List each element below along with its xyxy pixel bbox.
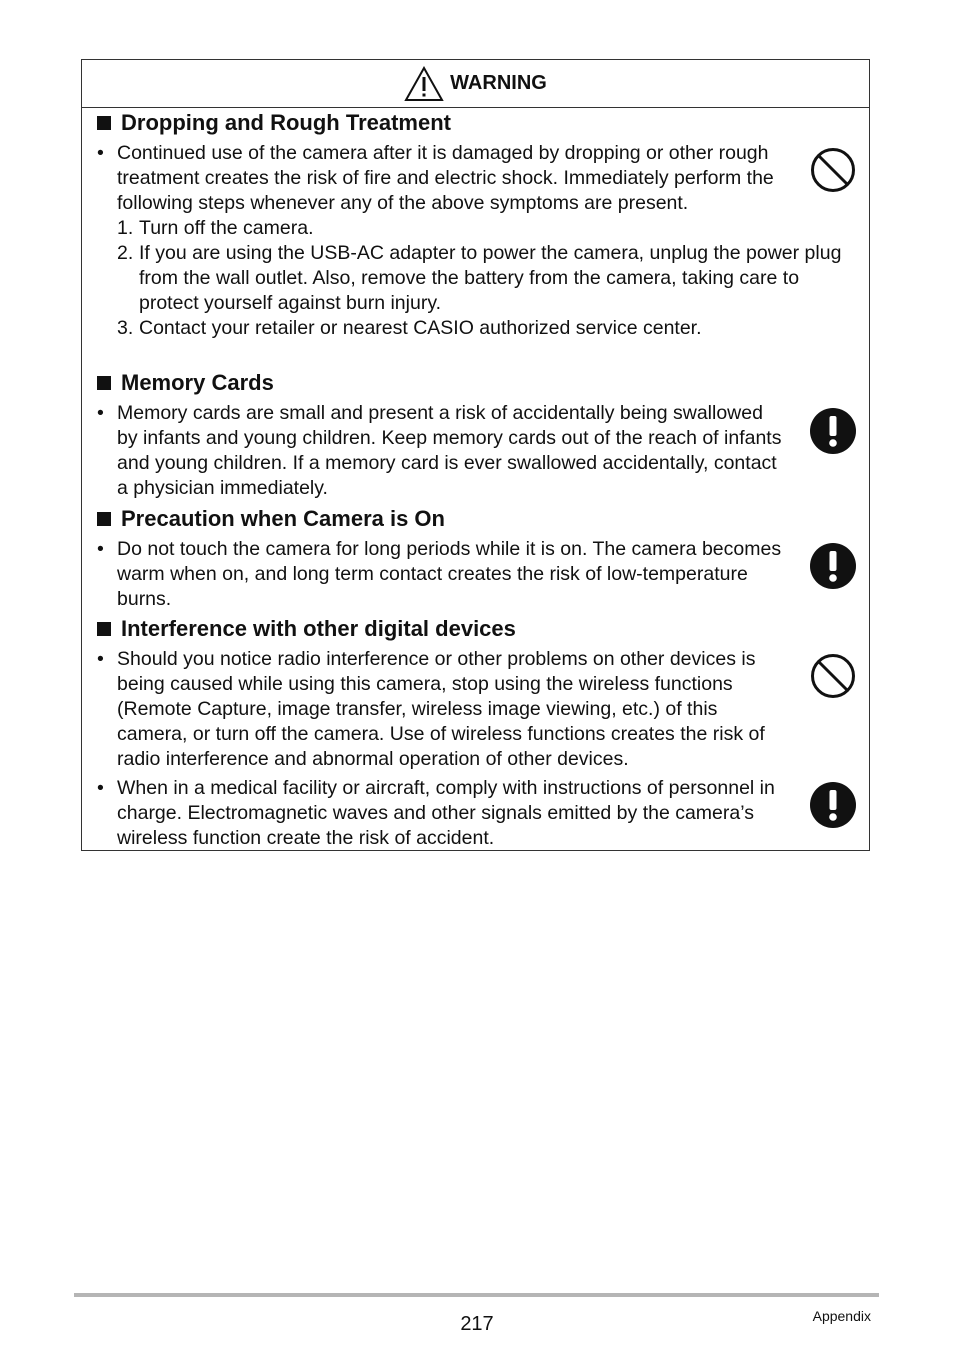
bullet: • bbox=[97, 777, 104, 799]
list-item bbox=[97, 141, 857, 341]
item-text bbox=[117, 647, 859, 772]
section-heading-text: Memory Cards bbox=[121, 370, 274, 395]
mandatory-action-icon bbox=[810, 782, 856, 828]
steps-list bbox=[117, 216, 857, 341]
warning-title: WARNING bbox=[450, 72, 547, 94]
bullet: • bbox=[97, 538, 104, 560]
item-text: When in a medical facility or aircraft, comply with instructions of personnel in charge. Electromagnetic waves and other signals emitted by the camera’s wireless function create the risk of accident. bbox=[117, 777, 775, 849]
step-number: 3. bbox=[117, 317, 134, 339]
section-heading-dropping bbox=[97, 109, 451, 137]
step-text: If you are using the USB-AC adapter to power the camera, unplug the power plug from the wall outlet. Also, remove the battery from the camera, taking care to protect yourself against burn injury. bbox=[139, 242, 842, 314]
list-item bbox=[97, 647, 857, 772]
mandatory-action-icon bbox=[810, 543, 856, 589]
mandatory-action-icon bbox=[810, 408, 856, 454]
item-text: Memory cards are small and present a risk of accidentally being swallowed by infants and young children. Keep memory cards out of the reach of infants and young children. If a memory card is ever swallowed accidentally, contact a physician immediately. bbox=[117, 402, 782, 499]
section-heading-interference bbox=[97, 615, 516, 643]
square-bullet-icon bbox=[97, 376, 111, 390]
prohibited-icon bbox=[810, 147, 856, 193]
square-bullet-icon bbox=[97, 622, 111, 636]
square-bullet-icon bbox=[97, 116, 111, 130]
warning-box bbox=[81, 59, 870, 851]
warning-triangle-icon bbox=[404, 66, 444, 102]
section-heading-camera-on bbox=[97, 505, 445, 533]
prohibited-icon bbox=[810, 653, 856, 699]
item-text: Continued use of the camera after it is damaged by dropping or other rough treatment creates the risk of fire and electric shock. Immediately perform the following steps whenever any of the above symptoms are present. bbox=[117, 142, 774, 214]
section-heading-text: Dropping and Rough Treatment bbox=[121, 110, 451, 135]
section-heading-text: Interference with other digital devices bbox=[121, 616, 516, 641]
bullet: • bbox=[97, 142, 104, 164]
step-number: 2. bbox=[117, 242, 134, 264]
step-text: Turn off the camera. bbox=[139, 217, 314, 239]
page-number: 217 bbox=[460, 1313, 494, 1335]
list-item bbox=[97, 537, 797, 612]
item-text: Do not touch the camera for long periods while it is on. The camera becomes warm when on, and long term contact creates the risk of low-temperature burns. bbox=[117, 538, 782, 610]
item-text-content: Should you notice radio interference or other problems on other devices is being caused while using this camera, stop using the wireless functions (Remote Capture, image transfer, wireless image viewing, etc.) of this camera, or turn off the camera. Use of wireless functions creates the risk of radio interference and abnormal operation of other devices. bbox=[117, 648, 765, 770]
step-item bbox=[117, 241, 857, 316]
bullet: • bbox=[97, 402, 104, 424]
step-text: Contact your retailer or nearest CASIO authorized service center. bbox=[139, 317, 702, 339]
list-item bbox=[97, 776, 797, 851]
step-number: 1. bbox=[117, 217, 134, 239]
footer-divider bbox=[74, 1293, 879, 1297]
square-bullet-icon bbox=[97, 512, 111, 526]
section-heading-text: Precaution when Camera is On bbox=[121, 506, 445, 531]
step-item bbox=[117, 216, 857, 241]
footer-section-label: Appendix bbox=[812, 1308, 871, 1324]
step-item bbox=[117, 316, 857, 341]
list-item bbox=[97, 401, 797, 501]
section-heading-memory-cards bbox=[97, 369, 274, 397]
warning-header bbox=[82, 60, 869, 108]
bullet: • bbox=[97, 648, 104, 670]
